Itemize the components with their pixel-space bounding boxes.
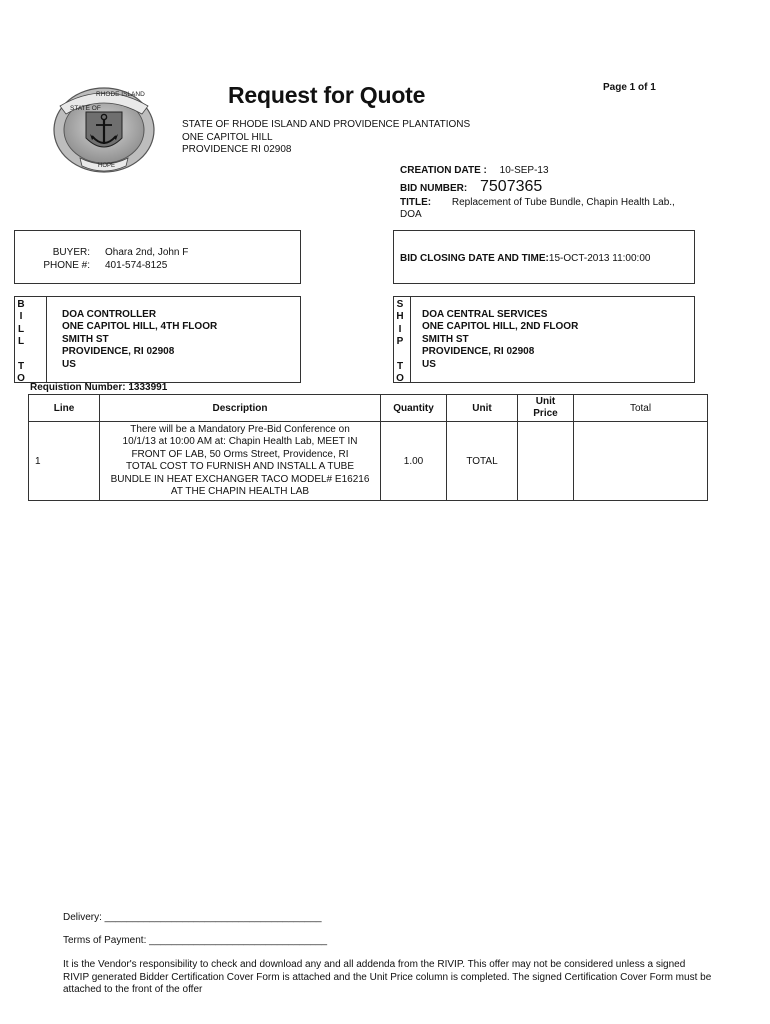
bid-closing-box bbox=[393, 230, 695, 284]
item-unit-price[interactable] bbox=[518, 422, 574, 501]
ship-to-address-line: DOA CENTRAL SERVICES bbox=[422, 309, 548, 320]
delivery-line: Delivery: _______________________________________ bbox=[63, 912, 322, 923]
bill-to-letter: T bbox=[17, 361, 25, 373]
item-unit: TOTAL bbox=[447, 422, 518, 501]
issuer-line: ONE CAPITOL HILL bbox=[182, 131, 273, 143]
bill-to-box bbox=[14, 296, 301, 383]
bill-to-address-line: DOA CONTROLLER bbox=[62, 309, 157, 320]
bid-closing-label: BID CLOSING DATE AND TIME: bbox=[400, 253, 549, 264]
bid-closing-value: 15-OCT-2013 11:00:00 bbox=[548, 253, 651, 264]
ship-to-box bbox=[393, 296, 695, 383]
buyer-label: BUYER: bbox=[52, 247, 90, 258]
bill-to-letter bbox=[15, 349, 27, 361]
issuer-line: PROVIDENCE RI 02908 bbox=[182, 144, 292, 155]
creation-date-label: CREATION DATE : bbox=[400, 165, 487, 176]
title-value-cont: DOA bbox=[400, 209, 422, 220]
bill-to-address bbox=[62, 309, 217, 371]
bill-to-address-line: PROVIDENCE, RI 02908 bbox=[62, 346, 175, 358]
terms-of-payment-line: Terms of Payment: ________________________________ bbox=[63, 935, 328, 946]
bill-to-letter: I bbox=[19, 311, 23, 323]
ship-to-address-line: SMITH ST bbox=[422, 333, 469, 345]
bill-to-address-line: ONE CAPITOL HILL, 4TH FLOOR bbox=[62, 321, 218, 333]
col-line: Line bbox=[29, 395, 100, 422]
description-line: BUNDLE IN HEAT EXCHANGER TACO MODEL# E16216 bbox=[110, 473, 370, 485]
ship-to-letter: S bbox=[396, 299, 404, 310]
table-row bbox=[29, 422, 708, 501]
ship-to-letter: I bbox=[398, 323, 402, 335]
buyer-name: Ohara 2nd, John F bbox=[105, 247, 189, 258]
issuer-address bbox=[182, 119, 470, 157]
bid-number-label: BID NUMBER: bbox=[400, 183, 468, 194]
bill-to-letter: O bbox=[17, 373, 25, 385]
requisition-number: Requistion Number: 1333991 bbox=[30, 382, 168, 393]
col-total: Total bbox=[574, 395, 708, 422]
bill-to-letter: L bbox=[17, 323, 25, 335]
item-total[interactable] bbox=[574, 422, 708, 501]
description-line: There will be a Mandatory Pre-Bid Conference on bbox=[130, 424, 350, 435]
ship-to-letter bbox=[394, 349, 406, 361]
ship-to-address-line: PROVIDENCE, RI 02908 bbox=[422, 346, 535, 358]
creation-date-value: 10-SEP-13 bbox=[499, 165, 549, 176]
issuer-line: STATE OF RHODE ISLAND AND PROVIDENCE PLANTATIONS bbox=[182, 119, 471, 130]
item-description bbox=[100, 422, 381, 501]
bill-to-address-line: SMITH ST bbox=[62, 333, 109, 345]
bill-to-letter: B bbox=[17, 299, 25, 310]
col-quantity: Quantity bbox=[381, 395, 447, 422]
description-line: TOTAL COST TO FURNISH AND INSTALL A TUBE bbox=[125, 461, 355, 473]
svg-text:STATE OF: STATE OF bbox=[70, 105, 101, 112]
page-number: Page 1 of 1 bbox=[603, 82, 656, 93]
anchor-seal-icon bbox=[50, 84, 158, 178]
buyer-phone: 401-574-8125 bbox=[105, 259, 168, 271]
vendor-responsibility-note: It is the Vendor's responsibility to check and download any and all addenda from the RIVIP. This offer may not be considered unless a signed RIVIP generated Bidder Certification Cover Form is attached and the Unit Price column is completed. The signed Certification Cover Form must be attached to the front of the offer bbox=[63, 959, 712, 995]
buyer-box bbox=[14, 230, 301, 284]
bid-number-value: 7507365 bbox=[480, 178, 543, 195]
bill-to-address-line: US bbox=[62, 358, 76, 370]
table-header-row bbox=[29, 395, 708, 422]
col-unit-price: Unit Price bbox=[518, 395, 574, 422]
ship-to-letter: H bbox=[396, 311, 404, 323]
line-items-table bbox=[28, 394, 708, 501]
document-title: Request for Quote bbox=[228, 82, 426, 108]
ship-to-letter: P bbox=[396, 336, 404, 348]
line-number: 1 bbox=[29, 422, 100, 501]
bill-to-letter: L bbox=[17, 336, 25, 348]
description-line: FRONT OF LAB, 50 Orms Street, Providence, RI bbox=[131, 448, 349, 460]
ship-to-letter: T bbox=[396, 361, 404, 373]
col-description: Description bbox=[100, 395, 381, 422]
svg-text:HOPE: HOPE bbox=[98, 163, 116, 169]
description-line: 10/1/13 at 10:00 AM at: Chapin Health Lab, MEET IN bbox=[122, 436, 358, 448]
col-unit: Unit bbox=[447, 395, 518, 422]
ship-to-letter: O bbox=[396, 373, 404, 385]
title-value: Replacement of Tube Bundle, Chapin Health Lab., bbox=[451, 197, 675, 208]
bill-to-label bbox=[15, 299, 27, 386]
ship-to-address-line: ONE CAPITOL HILL, 2ND FLOOR bbox=[422, 321, 579, 333]
ship-to-address-line: US bbox=[422, 358, 436, 370]
title-label: TITLE: bbox=[400, 197, 432, 208]
phone-label: PHONE #: bbox=[43, 259, 90, 271]
ship-to-label bbox=[394, 299, 406, 386]
description-line: AT THE CHAPIN HEALTH LAB bbox=[170, 486, 310, 498]
svg-text:RHODE ISLAND: RHODE ISLAND bbox=[96, 91, 145, 98]
ship-to-address bbox=[422, 309, 578, 371]
item-quantity: 1.00 bbox=[381, 422, 447, 501]
state-seal-logo bbox=[50, 84, 158, 178]
